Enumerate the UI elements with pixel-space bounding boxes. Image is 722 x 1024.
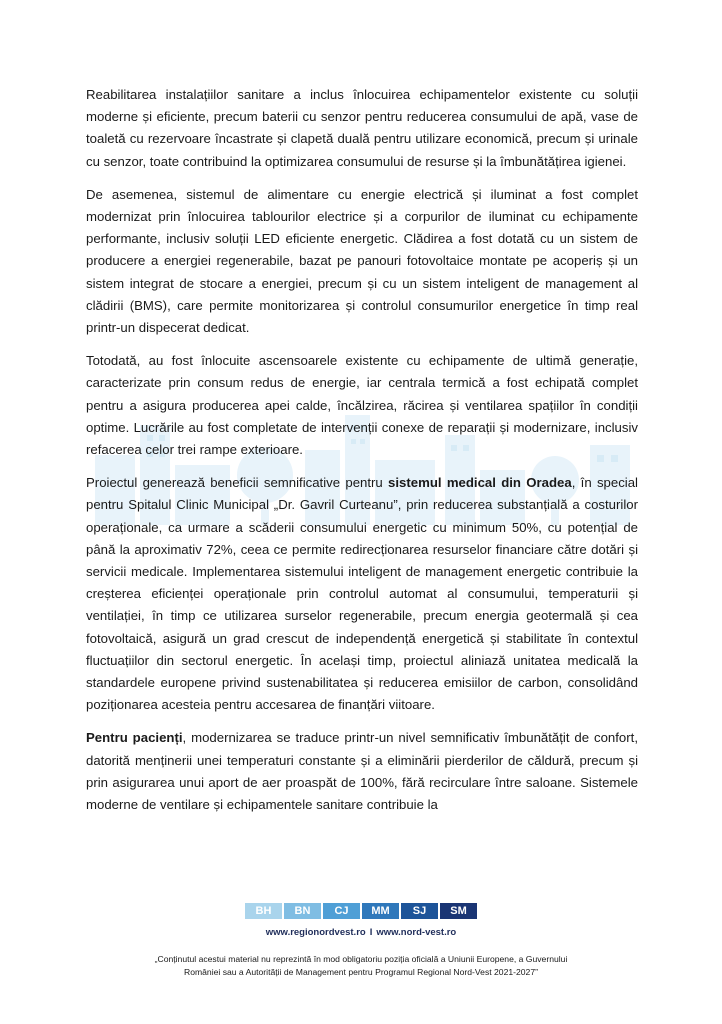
paragraph-patient-benefits bbox=[86, 727, 638, 816]
paragraph-text: , în special pentru Spitalul Clinic Municipal „Dr. Gavril Curteanu”, prin reducerea substanțială a costurilor operaționale, ca urmare a scăderii consumului energetic cu minimum 50%, cu potențial de până la aproximativ 72%, ceea ce permite redirecționarea resurselor financiare către dotări și servicii medicale. Implementarea sistemului inteligent de management energetic contribuie la creșterea eficienței operaționale prin controlul automat al consumului, temperaturii și ventilației, în timp ce utilizarea surselor regenerabile, precum energia geotermală și cea fotovoltaică, asigură un grad crescut de independență energetică și stabilitate în contextul fluctuațiilor din sectorul energetic. În același timp, proiectul aliniază unitatea medicală la standardele europene privind sustenabilitatea și reducerea emisiilor de carbon, consolidând poziționarea acesteia pentru accesarea de finanțări viitoare. bbox=[86, 475, 638, 713]
county-badge-cj: CJ bbox=[323, 903, 360, 919]
page-footer bbox=[0, 903, 722, 978]
county-code-strip bbox=[0, 903, 722, 919]
county-badge-sm: SM bbox=[440, 903, 477, 919]
website-link-nord-vest[interactable]: www.nord-vest.ro bbox=[376, 927, 457, 938]
footer-links bbox=[0, 927, 722, 938]
paragraph-text: Proiectul generează beneficii semnificative pentru bbox=[86, 475, 389, 491]
document-body bbox=[86, 84, 638, 827]
county-badge-mm: MM bbox=[362, 903, 399, 919]
website-link-regionordvest[interactable]: www.regionordvest.ro bbox=[265, 927, 366, 938]
disclaimer-line: „Conținutul acestui material nu reprezintă în mod obligatoriu poziția oficială a Uniunii Europene, a Guvernului bbox=[154, 954, 568, 964]
county-badge-bn: BN bbox=[284, 903, 321, 919]
paragraph-electrical-system: De asemenea, sistemul de alimentare cu energie electrică și iluminat a fost complet modernizat prin înlocuirea tablourilor electrice și a corpurilor de iluminat cu echipamente performante, inclusiv soluții LED eficiente energetic. Clădirea a fost dotată cu un sistem de producere a energiei regenerabile, bazat pe panouri fotovoltaice montate pe acoperiș și un sistem integrat de stocare a energiei, precum și cu un sistem inteligent de management al clădirii (BMS), care permite monitorizarea și controlul consumurilor energetice în timp real printr-un dispecerat dedicat. bbox=[86, 186, 638, 336]
county-badge-sj: SJ bbox=[401, 903, 438, 919]
eu-disclaimer bbox=[81, 953, 641, 978]
paragraph-text: , modernizarea se traduce printr-un nivel semnificativ îmbunătățit de confort, datorită menținerii unei temperaturi constante și a eliminării pierderilor de căldură, precum și prin asigurarea unui aport de aer proaspăt de 100%, fără recirculare între saloane. Sistemele moderne de ventilare și echipamentele sanitare contribuie la bbox=[86, 730, 638, 813]
emphasis-medical-system: sistemul medical din Oradea bbox=[388, 475, 572, 491]
link-separator: I bbox=[369, 927, 373, 938]
paragraph-elevators-heating: Totodată, au fost înlocuite ascensoarele existente cu echipamente de ultimă generație, caracterizate prin consum redus de energie, iar centrala termică a fost echipată complet pentru a asigura producerea apei calde, încălzirea, răcirea și ventilarea spațiilor în condiții optime. Lucrările au fost completate de intervenții conexe de reparații și modernizare, inclusiv refacerea celor trei rampe exterioare. bbox=[86, 353, 638, 458]
county-badge-bh: BH bbox=[245, 903, 282, 919]
paragraph-sanitary-installations: Reabilitarea instalațiilor sanitare a inclus înlocuirea echipamentelor existente cu soluții moderne și eficiente, precum baterii cu senzor pentru reducerea consumului de apă, vase de toaletă cu rezervoare încastrate și clapetă duală pentru utilizare economică, precum și urinale cu senzor, toate contribuind la optimizarea consumului de resurse și la îmbunătățirea igienei. bbox=[86, 87, 638, 169]
disclaimer-line: României sau a Autorității de Management pentru Programul Regional Nord-Vest 2021-2027” bbox=[184, 966, 538, 977]
emphasis-patients: Pentru pacienți bbox=[86, 730, 183, 746]
paragraph-medical-benefits bbox=[86, 472, 638, 716]
